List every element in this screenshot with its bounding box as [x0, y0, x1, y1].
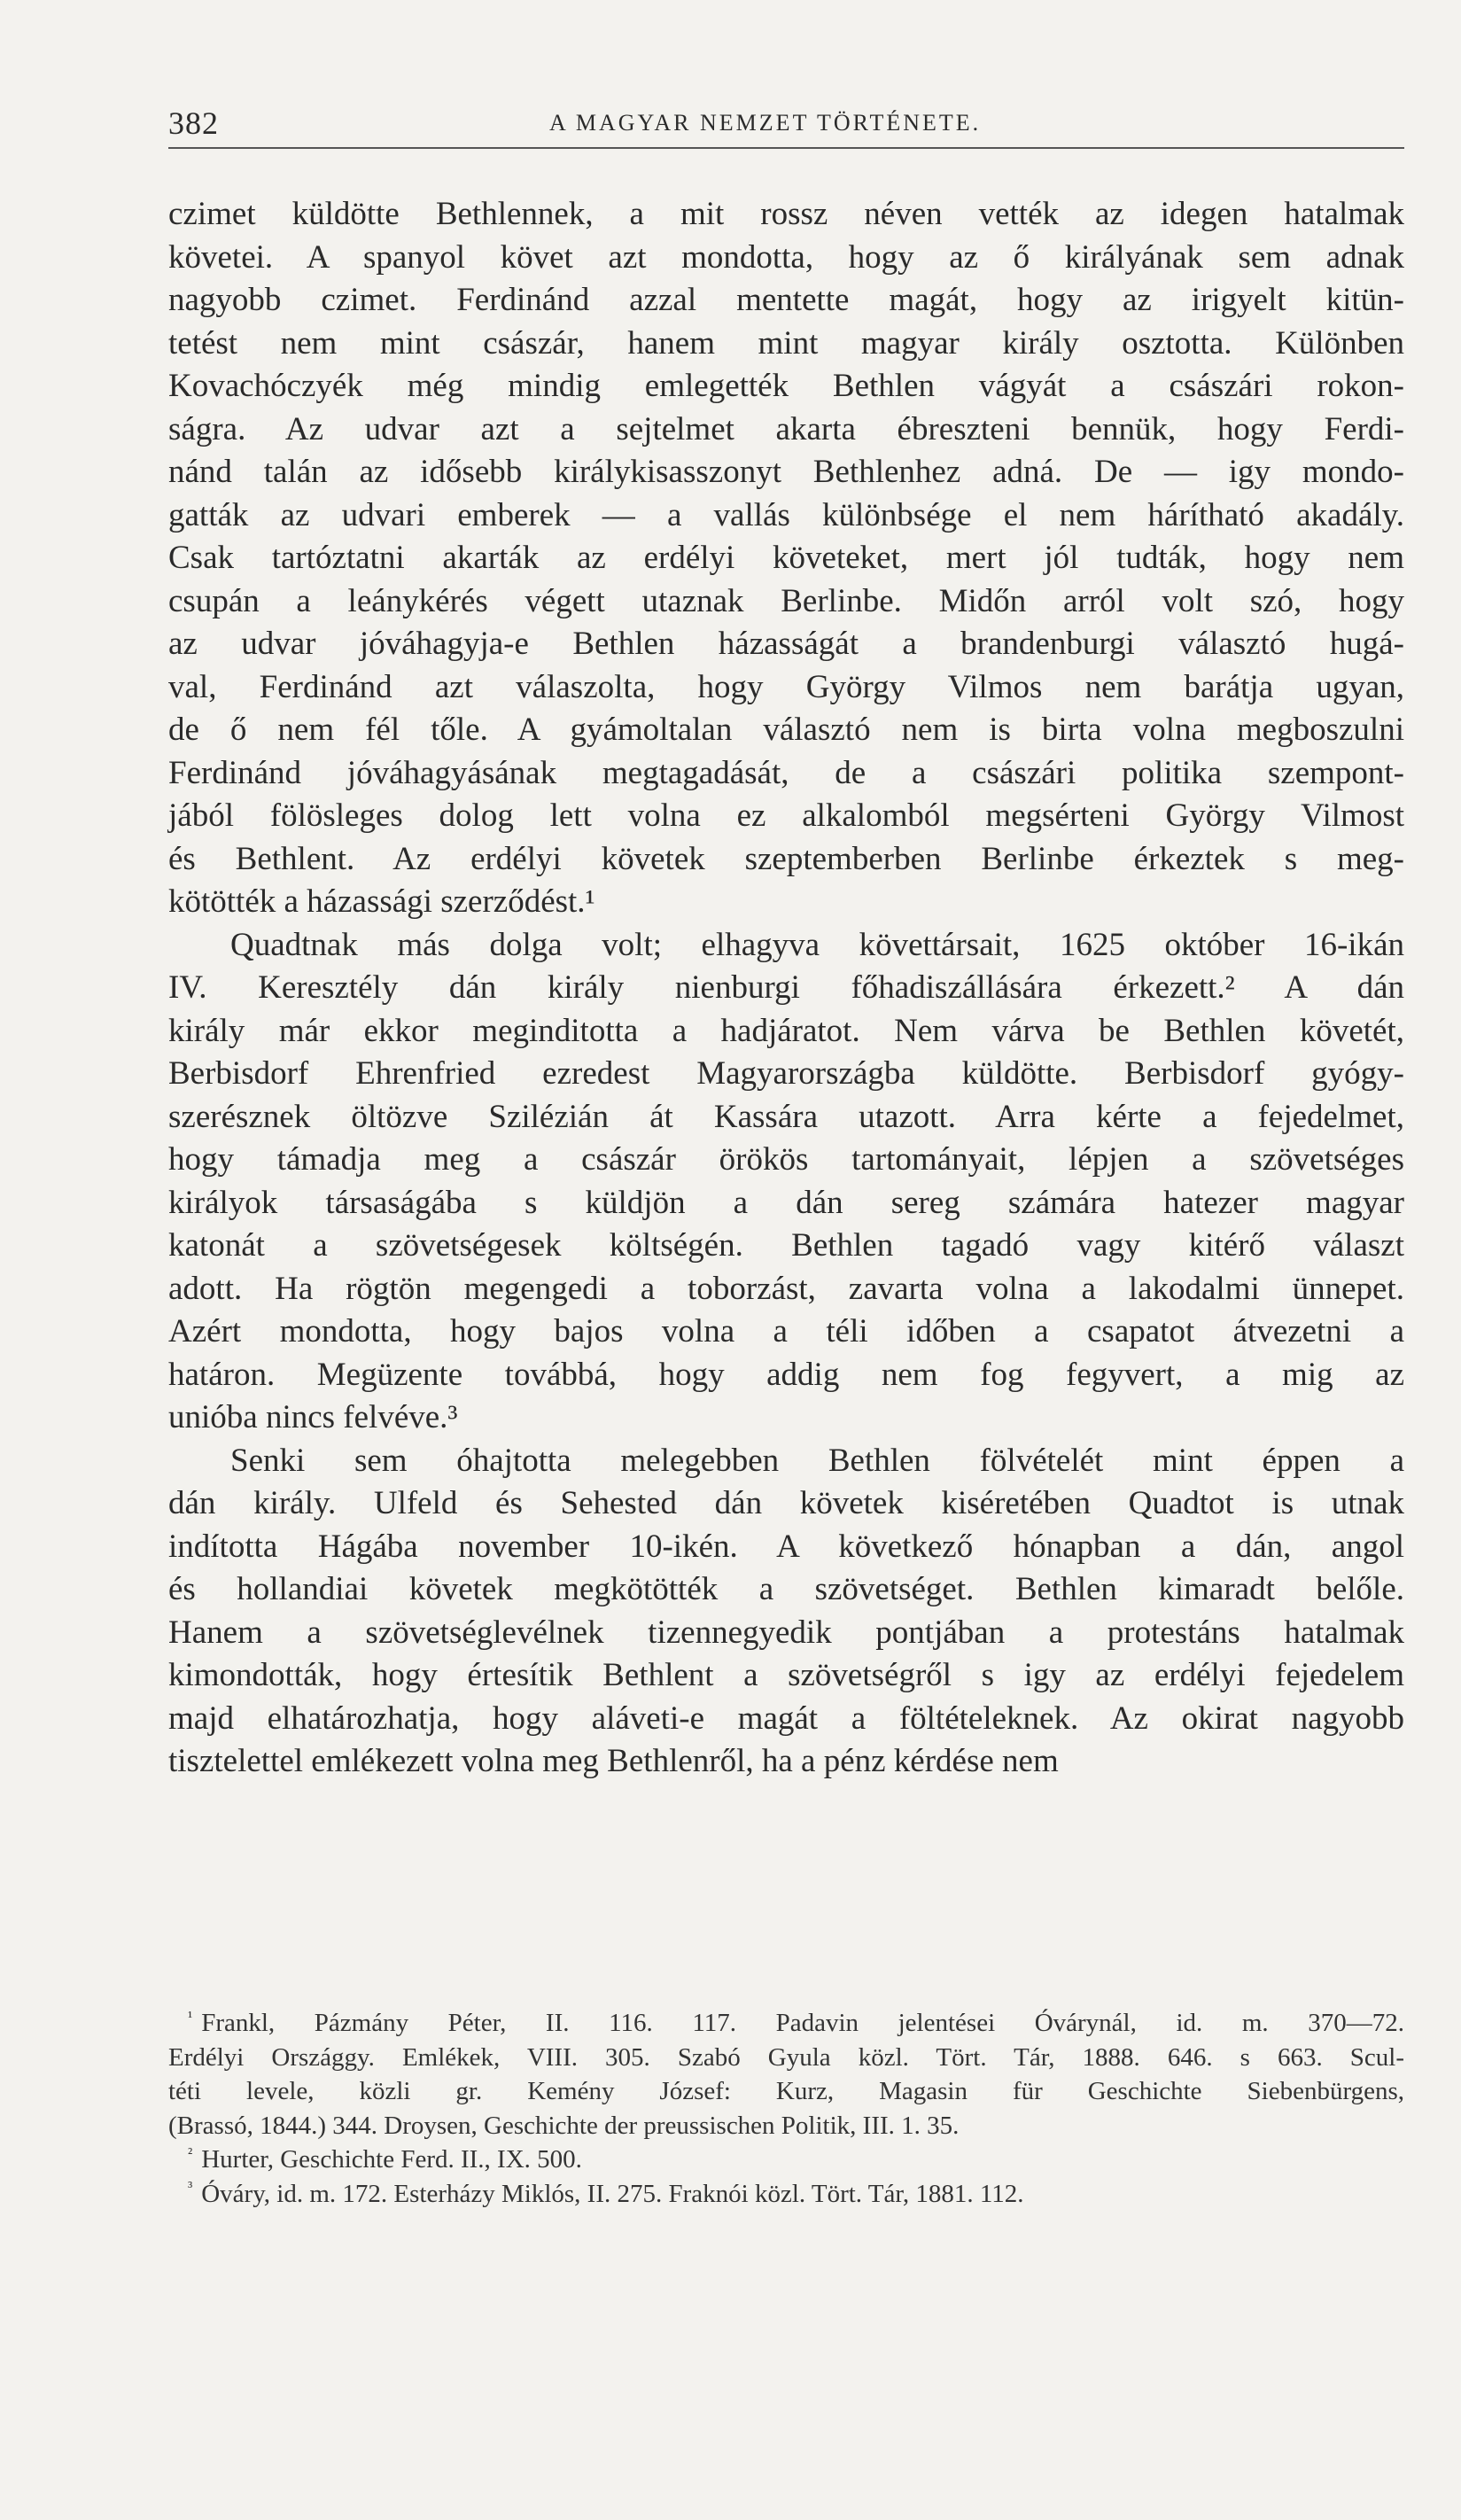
- text-line: kötötték a házassági szerződést.¹: [168, 883, 595, 920]
- text-line: dán király. Ulfeld és Sehested dán követek kiséretében Quadtot is utnak: [168, 1485, 1404, 1521]
- text-line: de ő nem fél tőle. A gyámoltalan választó nem is birta volna megboszulni: [168, 712, 1404, 748]
- body-text: [168, 193, 1404, 1784]
- running-head: A MAGYAR NEMZET TÖRTÉNETE.: [549, 110, 982, 136]
- text-line: király már ekkor meginditotta a hadjáratot. Nem várva be Bethlen követét,: [168, 1012, 1404, 1049]
- text-line: nagyobb czimet. Ferdinánd azzal mentette magát, hogy az irigyelt kitün-: [168, 282, 1404, 318]
- text-line: gatták az udvari emberek — a vallás különbsége el nem hárítható akadály.: [168, 496, 1404, 533]
- footnote-line: (Brassó, 1844.) 344. Droysen, Geschichte der preussischen Politik, III. 1. 35.: [168, 2111, 960, 2140]
- text-line: Csak tartóztatni akarták az erdélyi követeket, mert jól tudták, hogy nem: [168, 540, 1404, 576]
- text-line: Quadtnak más dolga volt; elhagyva követtársait, 1625 október 16-ikán: [230, 926, 1404, 963]
- footnote: [168, 2143, 1404, 2177]
- text-line: hogy támadja meg a császár örökös tartományait, lépjen a szövetséges: [168, 1141, 1404, 1178]
- footnote: [168, 2177, 1404, 2212]
- text-line: jából fölösleges dolog lett volna ez alkalomból megsérteni György Vilmost: [168, 797, 1404, 834]
- page-number: 382: [168, 105, 219, 141]
- text-line: és Bethlent. Az erdélyi követek szeptemberben Berlinbe érkeztek s meg-: [168, 840, 1404, 877]
- text-line: szerésznek öltözve Szilézián át Kassára utazott. Arra kérte a fejedelmet,: [168, 1098, 1404, 1135]
- text-line: IV. Keresztély dán király nienburgi főhadiszállására érkezett.² A dán: [168, 969, 1404, 1006]
- text-line: tetést nem mint császár, hanem mint magyar király osztotta. Különben: [168, 324, 1404, 362]
- footnote: [168, 2006, 1404, 2143]
- text-line: Berbisdorf Ehrenfried ezredest Magyarországba küldötte. Berbisdorf gyógy-: [168, 1055, 1404, 1092]
- footnote-text: Hurter, Geschichte Ferd. II., IX. 500.: [201, 2145, 582, 2174]
- footnote-line: [168, 2143, 1404, 2177]
- footnote-line: [168, 2006, 1404, 2041]
- footnotes: [168, 2006, 1404, 2211]
- text-line: Ferdinánd jóváhagyásának megtagadását, de a császári politika szempont-: [168, 754, 1404, 791]
- text-line: indította Hágába november 10-ikén. A következő hónapban a dán, angol: [168, 1528, 1404, 1565]
- paragraph: [168, 1440, 1404, 1784]
- footnote-mark: ³: [188, 2178, 193, 2197]
- text-line: királyok társaságába s küldjön a dán sereg számára hatezer magyar: [168, 1184, 1404, 1221]
- text-line: az udvar jóváhagyja-e Bethlen házasságát a brandenburgi választó hugá-: [168, 626, 1404, 662]
- footnote-text: Óváry, id. m. 172. Esterházy Miklós, II. 275. Fraknói közl. Tört. Tár, 1881. 112.: [201, 2179, 1024, 2208]
- footnote-mark: ¹: [188, 2007, 193, 2026]
- text-line: val, Ferdinánd azt válaszolta, hogy György Vilmos nem barátja ugyan,: [168, 668, 1404, 705]
- text-line: és hollandiai követek megkötötték a szövetséget. Bethlen kimaradt belőle.: [168, 1571, 1404, 1607]
- text-line: Azért mondotta, hogy bajos volna a téli időben a csapatot átvezetni a: [168, 1313, 1404, 1349]
- text-line: ságra. Az udvar azt a sejtelmet akarta ébreszteni bennük, hogy Ferdi-: [168, 410, 1404, 447]
- text-line: Kovachóczyék még mindig emlegették Bethlen vágyát a császári rokon-: [168, 368, 1404, 404]
- paragraph: [168, 193, 1404, 924]
- page-header: [168, 105, 1404, 149]
- text-line: csupán a leánykérés végett utaznak Berlinbe. Midőn arról volt szó, hogy: [168, 582, 1404, 619]
- text-line: követei. A spanyol követ azt mondotta, hogy az ő királyának sem adnak: [168, 238, 1404, 276]
- text-line: Hanem a szövetséglevélnek tizennegyedik pontjában a protestáns hatalmak: [168, 1614, 1404, 1651]
- text-line: nánd talán az idősebb királykisasszonyt Bethlenhez adná. De — igy mondo-: [168, 454, 1404, 490]
- text-line: határon. Megüzente továbbá, hogy addig nem fog fegyvert, a mig az: [168, 1356, 1404, 1393]
- footnote-text: Frankl, Pázmány Péter, II. 116. 117. Padavin jelentései Óvárynál, id. m. 370—72.: [201, 2009, 1404, 2037]
- paragraph: [168, 924, 1404, 1440]
- text-line: Senki sem óhajtotta melegebben Bethlen fölvételét mint éppen a: [230, 1442, 1404, 1479]
- text-line: czimet küldötte Bethlennek, a mit rossz néven vették az idegen hatalmak: [168, 196, 1404, 232]
- text-line: kimondották, hogy értesítik Bethlent a szövetségről s igy az erdélyi fejedelem: [168, 1657, 1404, 1693]
- text-line: adott. Ha rögtön megengedi a toborzást, zavarta volna a lakodalmi ünnepet.: [168, 1270, 1404, 1307]
- text-line: katonát a szövetségesek költségén. Bethlen tagadó vagy kitérő választ: [168, 1227, 1404, 1264]
- footnote-line: Erdélyi Országgy. Emlékek, VIII. 305. Szabó Gyula közl. Tört. Tár, 1888. 646. s 663. Scul-: [168, 2042, 1404, 2072]
- footnote-line: téti levele, közli gr. Kemény József: Kurz, Magasin für Geschichte Siebenbürgens,: [168, 2077, 1404, 2105]
- text-line: tisztelettel emlékezett volna meg Bethlenről, ha a pénz kérdése nem: [168, 1743, 1059, 1779]
- footnote-line: [168, 2177, 1404, 2212]
- text-line: unióba nincs felvéve.³: [168, 1399, 458, 1435]
- text-line: majd elhatározhatja, hogy aláveti-e magát a föltételeknek. Az okirat nagyobb: [168, 1699, 1404, 1737]
- footnote-mark: ²: [188, 2143, 193, 2162]
